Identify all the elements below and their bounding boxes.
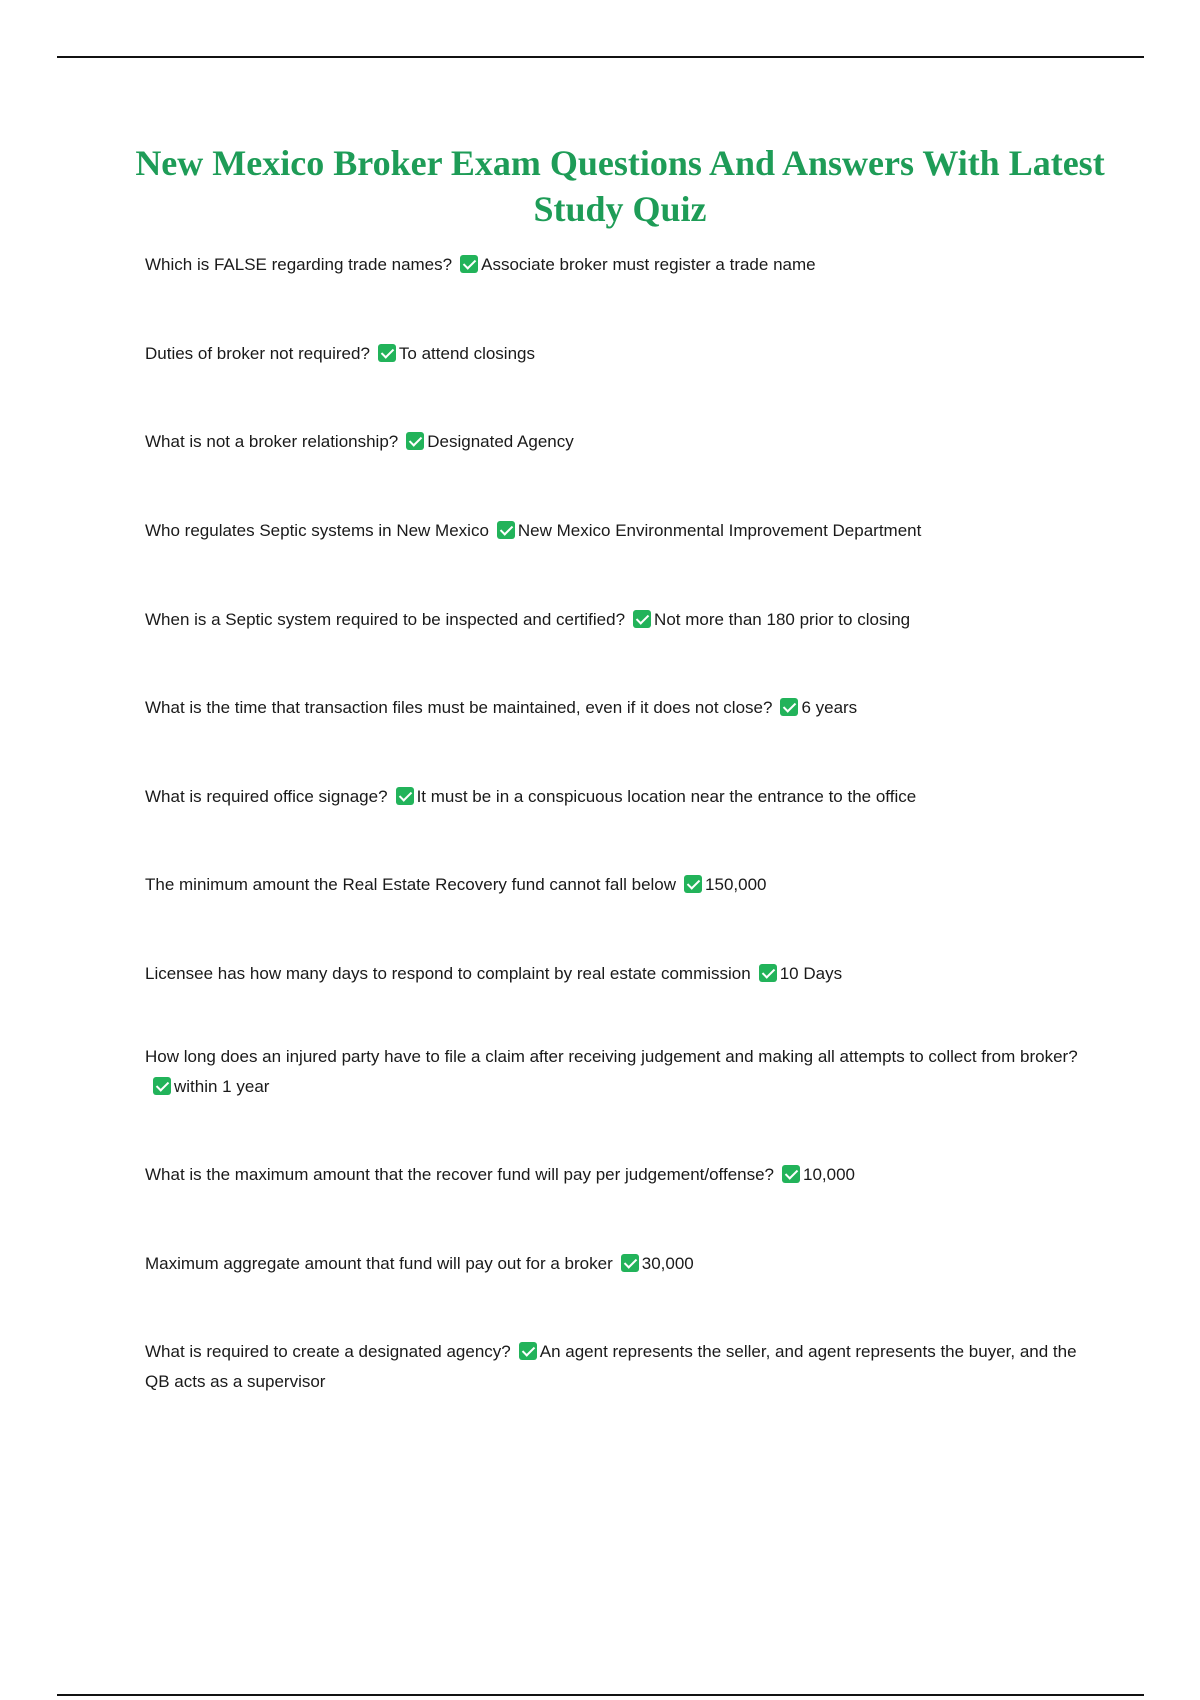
qa-item	[145, 516, 1095, 546]
question-text: What is the maximum amount that the recover fund will pay per judgement/offense?	[145, 1165, 775, 1184]
check-box-icon	[759, 964, 777, 982]
question-text: What is required to create a designated agency?	[145, 1342, 511, 1361]
question-text: When is a Septic system required to be inspected and certified?	[145, 610, 626, 629]
qa-item	[145, 1249, 1095, 1279]
check-box-icon	[396, 787, 414, 805]
answer-text: New Mexico Environmental Improvement Department	[517, 521, 922, 540]
answer-text: 10,000	[803, 1165, 856, 1184]
qa-item	[145, 782, 1095, 812]
question-text: Maximum aggregate amount that fund will pay out for a broker	[145, 1254, 613, 1273]
qa-item	[145, 605, 1095, 635]
question-text: The minimum amount the Real Estate Recovery fund cannot fall below	[145, 875, 677, 894]
answer-text: Designated Agency	[427, 432, 574, 451]
qa-item	[145, 1337, 1095, 1397]
qa-item	[145, 1160, 1095, 1190]
check-box-icon	[621, 1254, 639, 1272]
check-box-icon	[406, 432, 424, 450]
check-box-icon	[497, 521, 515, 539]
answer-text: To attend closings	[398, 344, 535, 363]
answer-text: It must be in a conspicuous location near the entrance to the office	[416, 787, 917, 806]
answer-text: 6 years	[801, 698, 858, 717]
answer-text: An agent represents the seller, and agent represents the buyer, and the QB acts as a supervisor	[145, 1342, 1077, 1391]
answer-text: within 1 year	[174, 1077, 270, 1096]
check-box-icon	[782, 1165, 800, 1183]
top-divider	[57, 56, 1144, 58]
answer-text: Not more than 180 prior to closing	[654, 610, 911, 629]
question-text: What is not a broker relationship?	[145, 432, 399, 451]
answer-text: Associate broker must register a trade name	[481, 255, 816, 274]
check-box-icon	[633, 610, 651, 628]
check-box-icon	[519, 1342, 537, 1360]
question-text: Which is FALSE regarding trade names?	[145, 255, 453, 274]
qa-item	[145, 959, 1095, 989]
question-text: Who regulates Septic systems in New Mexico	[145, 521, 489, 540]
bottom-divider	[57, 1694, 1144, 1696]
question-text: Licensee has how many days to respond to complaint by real estate commission	[145, 964, 751, 983]
check-box-icon	[684, 875, 702, 893]
document-title: New Mexico Broker Exam Questions And Answers With Latest Study Quiz	[135, 143, 1105, 229]
question-text: How long does an injured party have to file a claim after receiving judgement and making all attempts to collect from broker?	[145, 1047, 1078, 1066]
qa-item	[145, 1042, 1095, 1102]
qa-item	[145, 250, 1095, 280]
check-box-icon	[780, 698, 798, 716]
check-box-icon	[460, 255, 478, 273]
answer-text: 150,000	[705, 875, 767, 894]
check-box-icon	[378, 344, 396, 362]
question-text: What is required office signage?	[145, 787, 388, 806]
question-text: Duties of broker not required?	[145, 344, 370, 363]
qa-item	[145, 693, 1095, 723]
qa-item	[145, 870, 1095, 900]
answer-text: 10 Days	[779, 964, 843, 983]
check-box-icon	[153, 1077, 171, 1095]
qa-item	[145, 339, 1095, 369]
question-text: What is the time that transaction files must be maintained, even if it does not close?	[145, 698, 773, 717]
qa-item	[145, 427, 1095, 457]
answer-text: 30,000	[641, 1254, 694, 1273]
